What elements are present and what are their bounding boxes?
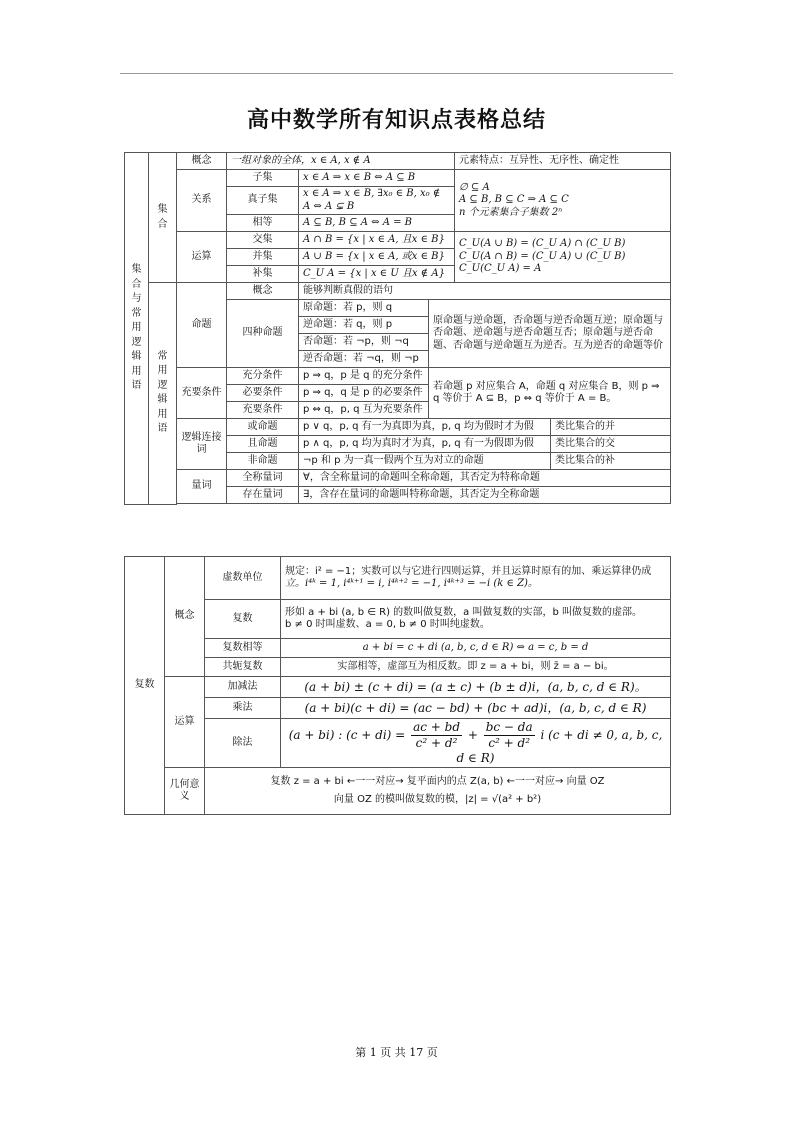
group-label: 集合 bbox=[149, 153, 177, 283]
table-row bbox=[125, 557, 671, 600]
table-row bbox=[125, 170, 671, 187]
cell-definition: 一组对象的全体，x ∈ A, x ∉ A bbox=[227, 153, 455, 170]
row-label: 概念 bbox=[227, 283, 299, 300]
spacer-row bbox=[125, 504, 671, 505]
table-row bbox=[125, 153, 671, 170]
cell-note: 原命题与逆命题，否命题与逆否命题互逆；原命题与否命题、逆命题与逆否命题互否；原命题与逆否命题、否命题与逆命题互为逆否。互为逆否的命题等价 bbox=[429, 300, 671, 368]
cell-definition: 实部相等，虚部互为相反数。即 z = a + bi，则 z̄ = a − bi。 bbox=[281, 658, 671, 677]
row-label: 充分条件 bbox=[227, 368, 299, 385]
cell-definition: 形如 a + bi (a, b ∈ R) 的数叫做复数，a 叫做复数的实部，b 叫做复数的虚部。 b ≠ 0 时叫虚数、a = 0, b ≠ 0 时叫纯虚数。 bbox=[281, 600, 671, 639]
cell-definition: A ∪ B = {x | x ∈ A, 或x ∈ B} bbox=[299, 249, 455, 266]
complex-number-table bbox=[124, 556, 671, 815]
cell-definition: A ∩ B = {x | x ∈ A, 且x ∈ B} bbox=[299, 232, 455, 249]
cell-definition: p ⇒ q，p 是 q 的充分条件 bbox=[299, 368, 429, 385]
cell-definition: p ⇔ q，p, q 互为充要条件 bbox=[299, 402, 429, 419]
row-label: 并集 bbox=[227, 249, 299, 266]
row-label: 相等 bbox=[227, 215, 299, 232]
cell-definition: 逆命题：若 q，则 p bbox=[299, 317, 429, 334]
cell-definition: 能够判断真假的语句 bbox=[299, 283, 671, 300]
row-label: 加减法 bbox=[205, 677, 281, 698]
group-label: 常用逻辑用语 bbox=[149, 283, 177, 505]
cell-definition: 逆否命题：若 ¬q，则 ¬p bbox=[299, 351, 429, 368]
cell-definition: x ∈ A ⇒ x ∈ B ⇔ A ⊆ B bbox=[299, 170, 455, 187]
cell-definition: ∀，含全称量词的命题叫全称命题，其否定为特称命题 bbox=[299, 470, 671, 487]
table-row bbox=[125, 283, 671, 300]
row-label: 命题 bbox=[177, 283, 227, 368]
cell-definition: 规定：i² = −1；实数可以与它进行四则运算，并且运算时原有的加、乘运算律仍成 立。i⁴ᵏ = 1, i⁴ᵏ⁺¹ = i, i⁴ᵏ⁺² = −1, i⁴ᵏ⁺³ = −i (k ∈ Z)。 bbox=[281, 557, 671, 600]
cell-definition: a + bi = c + di (a, b, c, d ∈ R) ⇔ a = c, b = d bbox=[281, 639, 671, 658]
cell-definition: (a + bi) ± (c + di) = (a ± c) + (b ± d)i，(a, b, c, d ∈ R)。 bbox=[281, 677, 671, 698]
header-rule bbox=[120, 73, 673, 74]
row-label: 除法 bbox=[205, 719, 281, 768]
cell-definition: ∃，含存在量词的命题叫特称命题，其否定为全称命题 bbox=[299, 487, 671, 504]
page-title: 高中数学所有知识点表格总结 bbox=[246, 107, 546, 133]
table-row bbox=[125, 232, 671, 249]
cell-note: 元素特点：互异性、无序性、确定性 bbox=[455, 153, 671, 170]
cell-note: 类比集合的交 bbox=[551, 436, 671, 453]
sets-logic-table bbox=[124, 152, 671, 505]
row-label: 补集 bbox=[227, 266, 299, 283]
cell-definition: A ⊆ B, B ⊆ A ⇔ A = B bbox=[299, 215, 455, 232]
row-label: 充要条件 bbox=[177, 368, 227, 419]
table-row bbox=[125, 639, 671, 658]
table-row bbox=[125, 677, 671, 698]
row-label: 共轭复数 bbox=[205, 658, 281, 677]
row-label: 逻辑连接词 bbox=[177, 419, 227, 470]
row-label: 或命题 bbox=[227, 419, 299, 436]
section-label: 复数 bbox=[125, 557, 165, 815]
row-label: 非命题 bbox=[227, 453, 299, 470]
cell-definition: C_U A = {x | x ∈ U 且x ∉ A} bbox=[299, 266, 455, 283]
cell-definition: 复数 z = a + bi ←一一对应→ 复平面内的点 Z(a, b) ←一一对应→ 向量 OZ 向量 OZ 的模叫做复数的模，|z| = √(a² + b²) bbox=[205, 768, 671, 815]
row-label: 虚数单位 bbox=[205, 557, 281, 600]
group-label: 几何意义 bbox=[165, 768, 205, 815]
row-label: 复数相等 bbox=[205, 639, 281, 658]
row-label: 复数 bbox=[205, 600, 281, 639]
cell-definition: ¬p 和 p 为一真一假两个互为对立的命题 bbox=[299, 453, 551, 470]
row-label: 存在量词 bbox=[227, 487, 299, 504]
row-label: 关系 bbox=[177, 170, 227, 232]
row-label: 充要条件 bbox=[227, 402, 299, 419]
cell-definition: 原命题：若 p，则 q bbox=[299, 300, 429, 317]
cell-definition: x ∈ A ⇒ x ∈ B, ∃x₀ ∈ B, x₀ ∉ A ⇔ A ⊊ B bbox=[299, 187, 455, 215]
page-footer: 第 1 页 共 17 页 bbox=[355, 1046, 438, 1059]
table-row bbox=[125, 719, 671, 768]
section-label: 集合与常用逻辑用语 bbox=[125, 153, 149, 505]
row-label: 子集 bbox=[227, 170, 299, 187]
table-row bbox=[125, 658, 671, 677]
table-row bbox=[125, 470, 671, 487]
group-label: 概念 bbox=[165, 557, 205, 677]
group-label: 运算 bbox=[165, 677, 205, 768]
cell-definition: (a + bi)(c + di) = (ac − bd) + (bc + ad)i，(a, b, c, d ∈ R) bbox=[281, 698, 671, 719]
cell-note: ∅ ⊆ A A ⊆ B, B ⊆ C ⇒ A ⊆ C n 个元素集合子集数 2ⁿ bbox=[455, 170, 671, 232]
table-row bbox=[125, 600, 671, 639]
row-label: 全称量词 bbox=[227, 470, 299, 487]
cell-definition: 否命题：若 ¬p，则 ¬q bbox=[299, 334, 429, 351]
row-label: 概念 bbox=[177, 153, 227, 170]
cell-definition: (a + bi) : (c + di) = $\frac{ac + bd}{\text{c² + d²}}$ + $\frac{bc - da}{\text{c² + d²}}$ i (c + di ≠ 0, a, b, c, d ∈ R) bbox=[281, 719, 671, 768]
row-label: 真子集 bbox=[227, 187, 299, 215]
cell-definition: p ∧ q，p, q 均为真时才为真，p, q 有一为假即为假 bbox=[299, 436, 551, 453]
cell-definition: p ⇒ q，q 是 p 的必要条件 bbox=[299, 385, 429, 402]
cell-note: 若命题 p 对应集合 A，命题 q 对应集合 B，则 p ⇒ q 等价于 A ⊆ B，p ⇔ q 等价于 A = B。 bbox=[429, 368, 671, 419]
row-label: 交集 bbox=[227, 232, 299, 249]
row-label: 量词 bbox=[177, 470, 227, 504]
cell-definition: p ∨ q，p, q 有一为真即为真，p, q 均为假时才为假 bbox=[299, 419, 551, 436]
row-label: 乘法 bbox=[205, 698, 281, 719]
cell-note: 类比集合的补 bbox=[551, 453, 671, 470]
cell-note: 类比集合的并 bbox=[551, 419, 671, 436]
row-label: 且命题 bbox=[227, 436, 299, 453]
table-row bbox=[125, 419, 671, 436]
cell-note: C_U(A ∪ B) = (C_U A) ∩ (C_U B) C_U(A ∩ B) = (C_U A) ∪ (C_U B) C_U(C_U A) = A bbox=[455, 232, 671, 283]
row-label: 四种命题 bbox=[227, 300, 299, 368]
row-label: 运算 bbox=[177, 232, 227, 283]
table-row bbox=[125, 368, 671, 385]
row-label: 必要条件 bbox=[227, 385, 299, 402]
table-row bbox=[125, 698, 671, 719]
